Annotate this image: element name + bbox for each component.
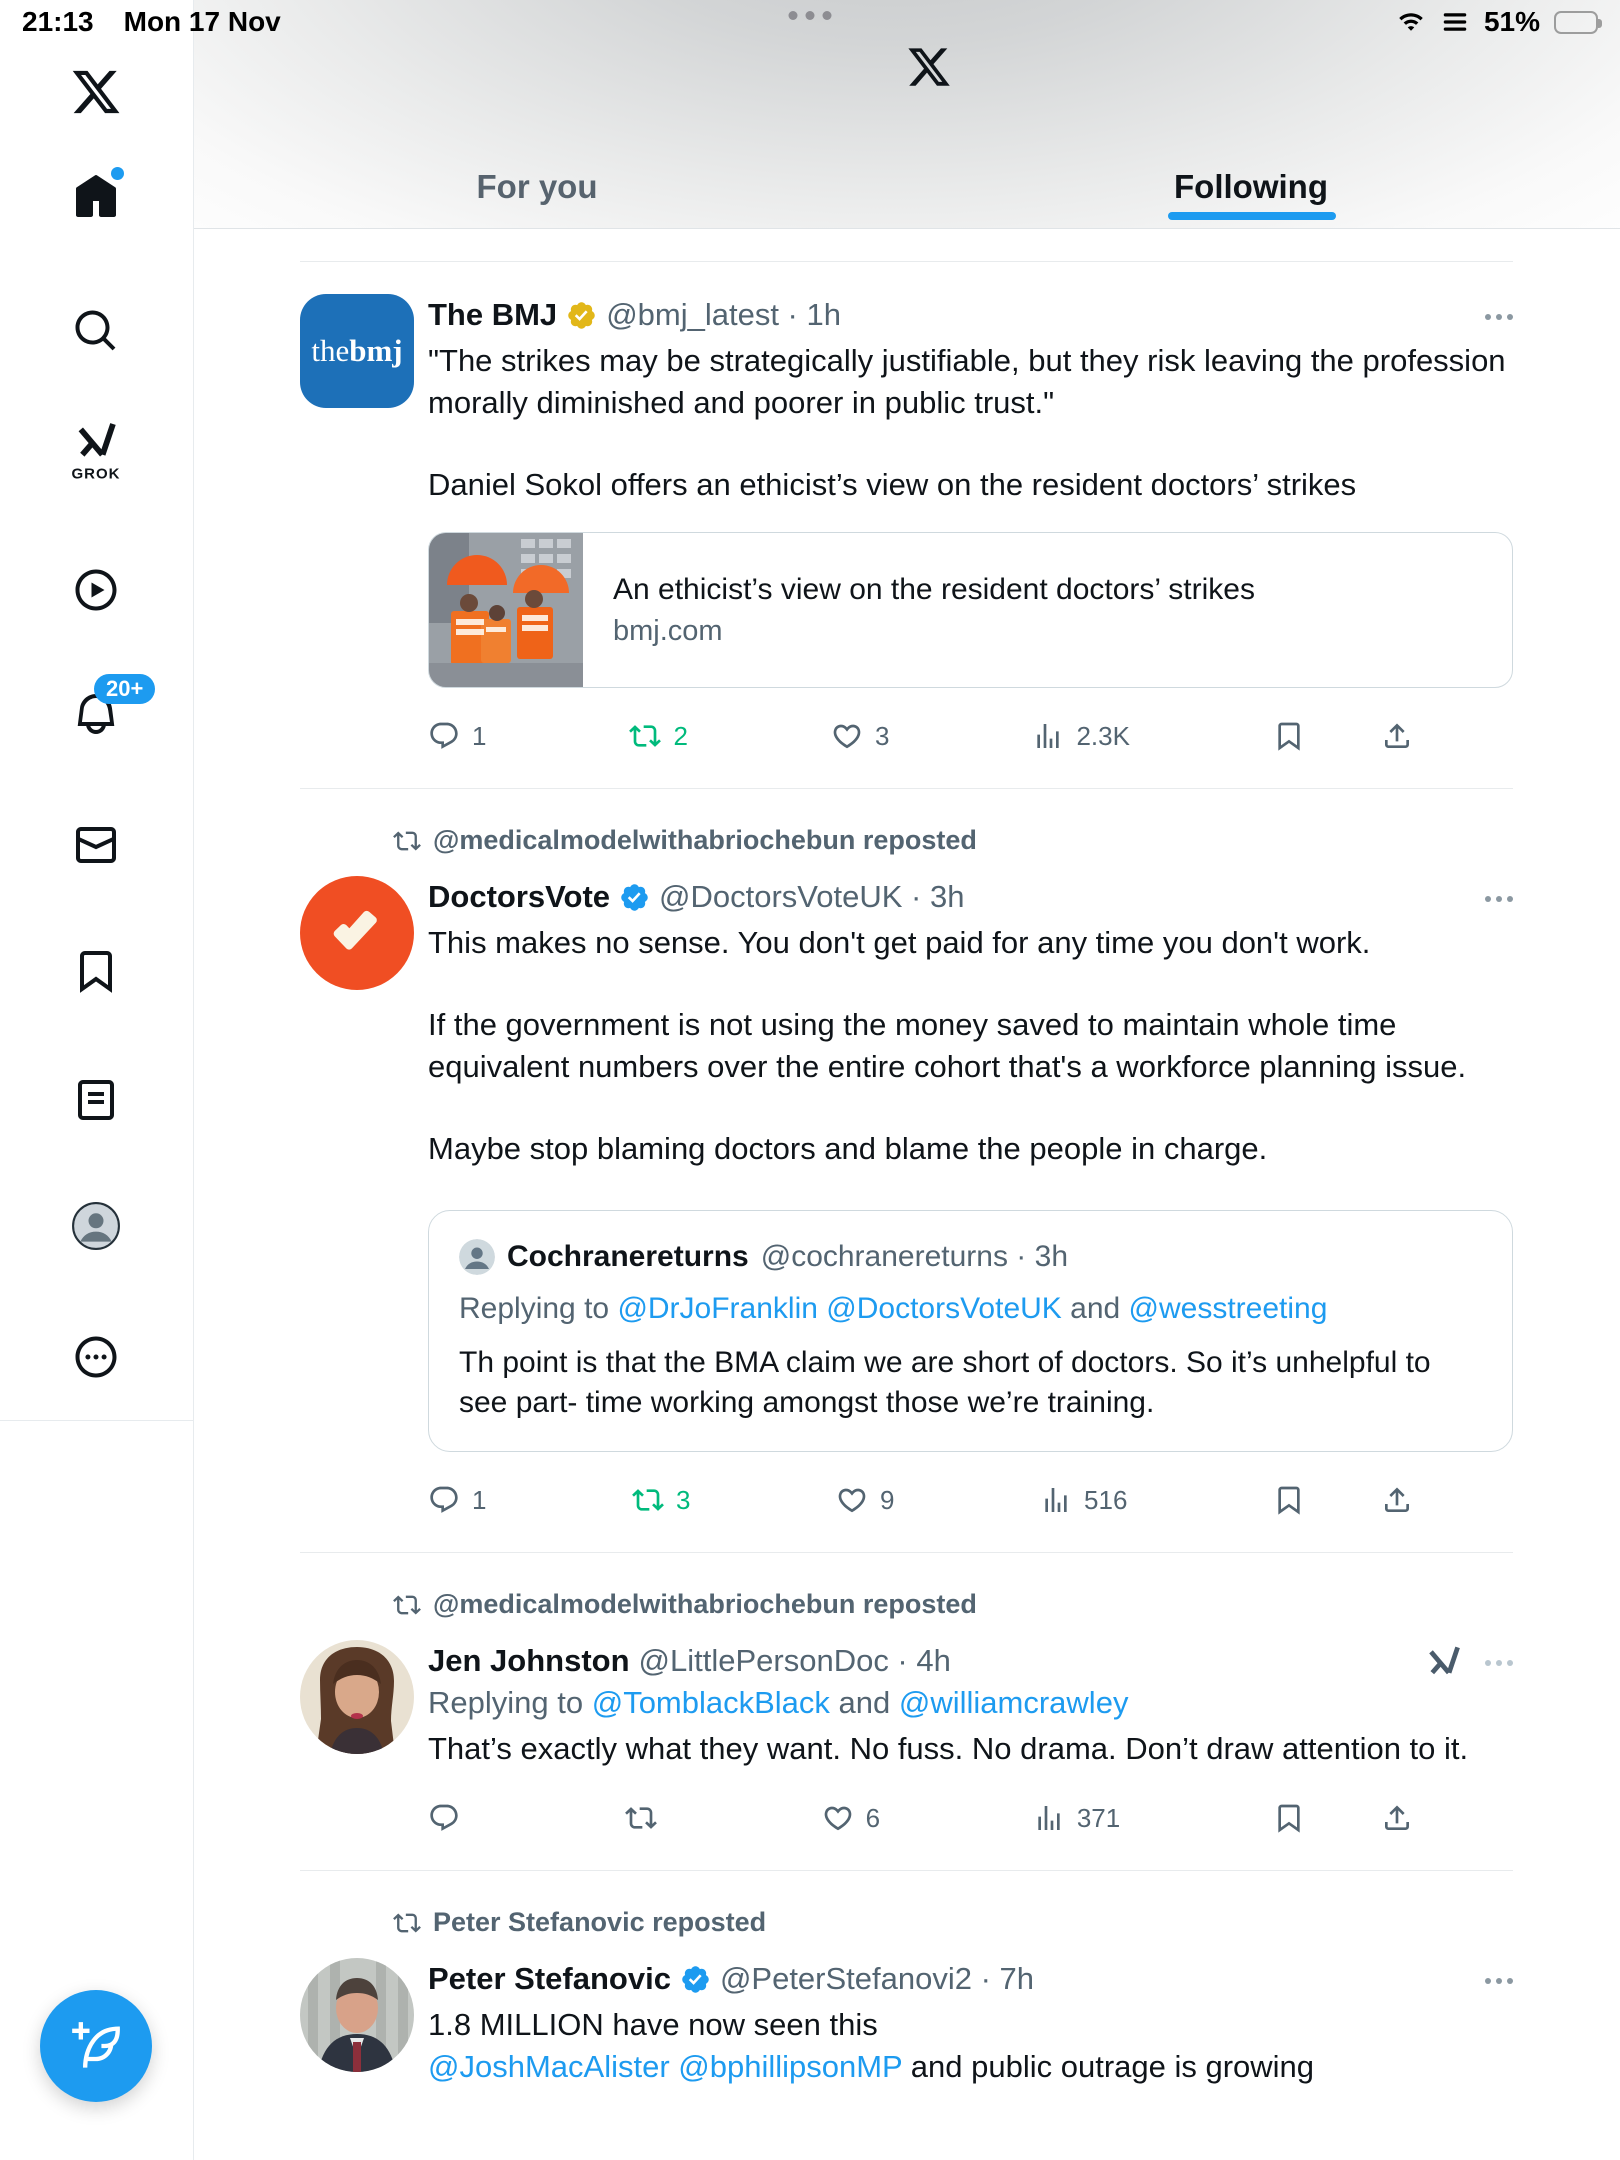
- author-name[interactable]: DoctorsVote: [428, 879, 611, 914]
- author-handle-time[interactable]: @bmj_latest · 1h: [606, 297, 841, 332]
- home-unread-dot: [111, 167, 124, 180]
- avatar[interactable]: [300, 1640, 414, 1754]
- multitask-handle[interactable]: [789, 11, 832, 20]
- sidebar-item-messages[interactable]: [72, 821, 120, 869]
- like-button[interactable]: 6: [822, 1802, 880, 1834]
- battery-icon: [1554, 11, 1598, 34]
- mention-link[interactable]: @DrJoFranklin: [617, 1292, 827, 1325]
- active-tab-underline: [1168, 212, 1336, 220]
- views-button[interactable]: 2.3K: [1032, 720, 1130, 752]
- tweet-text: "The strikes may be strategically justifiable, but they risk leaving the profession morally diminished and poorer in public trust." Daniel Sokol offers an ethicist’s view on the resident doctors’ strikes: [428, 343, 1506, 502]
- mention-link[interactable]: @wesstreeting: [1128, 1292, 1328, 1325]
- engagement-bar: [428, 718, 1513, 754]
- sidebar-item-search[interactable]: [72, 307, 120, 355]
- mention-link[interactable]: @bphillipsonMP: [678, 2049, 911, 2084]
- tweet-peter-stefanovic[interactable]: [194, 1871, 1620, 2122]
- author-handle-time[interactable]: @DoctorsVoteUK · 3h: [659, 879, 965, 914]
- quote-replying-line: Replying to @DrJoFranklin @DoctorsVoteUK and @wesstreeting: [459, 1292, 1328, 1325]
- repost-button[interactable]: [625, 1802, 669, 1834]
- repost-context[interactable]: Peter Stefanovic reposted: [393, 1907, 1513, 1938]
- bookmark-button[interactable]: [1273, 1484, 1305, 1516]
- avatar[interactable]: [300, 1958, 414, 2072]
- x-logo: [70, 66, 122, 118]
- avatar[interactable]: [300, 876, 414, 990]
- repost-icon: [393, 1909, 421, 1937]
- sidebar-item-bookmarks[interactable]: [72, 947, 120, 995]
- mention-link[interactable]: @DoctorsVoteUK: [826, 1292, 1071, 1325]
- repost-context[interactable]: @medicalmodelwithabriochebun reposted: [393, 1589, 1513, 1620]
- sidebar-item-video[interactable]: [72, 566, 120, 614]
- blue-verified-icon: [680, 1964, 711, 1995]
- mention-link[interactable]: @TomblackBlack: [591, 1685, 839, 1720]
- notifications-badge: 20+: [94, 674, 155, 704]
- share-button[interactable]: [1381, 720, 1413, 752]
- author-handle-time[interactable]: @PeterStefanovi2 · 7h: [719, 1961, 1035, 1996]
- repost-button[interactable]: 2: [629, 720, 687, 752]
- status-time: 21:13: [22, 6, 94, 37]
- repost-icon: [393, 827, 421, 855]
- link-card-bmj[interactable]: [428, 532, 1513, 688]
- bookmark-button[interactable]: [1273, 1802, 1305, 1834]
- repost-context[interactable]: @medicalmodelwithabriochebun reposted: [393, 825, 1513, 856]
- card-title: An ethicist’s view on the resident doctors’ strikes: [613, 572, 1255, 606]
- tab-following[interactable]: Following: [1174, 168, 1328, 205]
- sidebar-divider: [0, 1420, 193, 1421]
- grok-icon: [73, 418, 119, 464]
- share-button[interactable]: [1381, 1484, 1413, 1516]
- sidebar-item-grok[interactable]: [72, 418, 121, 483]
- repost-icon: [393, 1591, 421, 1619]
- sidebar-item-lists[interactable]: [72, 1076, 120, 1124]
- tweet-doctorsvote[interactable]: [194, 789, 1620, 1552]
- reply-button[interactable]: 1: [428, 720, 486, 752]
- card-domain: bmj.com: [613, 614, 723, 647]
- author-handle-time[interactable]: @LittlePersonDoc · 4h: [638, 1643, 951, 1678]
- sidebar-item-notifications[interactable]: [72, 676, 144, 738]
- replying-line: Replying to @TomblackBlack and @williamcrawley: [428, 1685, 1129, 1720]
- grok-label: GROK: [71, 465, 121, 483]
- blue-verified-icon: [619, 882, 650, 913]
- views-button[interactable]: 516: [1040, 1484, 1127, 1516]
- tweet-text: This makes no sense. You don't get paid for any time you don't work. If the government is not using the money saved to maintain whole time equivalent numbers over the entire cohort that's a workforce planning issue. Maybe stop blaming doctors and blame the people in charge.: [428, 925, 1467, 1166]
- author-name[interactable]: Jen Johnston: [428, 1643, 630, 1678]
- status-bar: [0, 0, 1620, 44]
- tweet-text: 1.8 MILLION have now seen this @JoshMacAlister @bphillipsonMP and public outrage is growing: [428, 2007, 1315, 2084]
- engagement-bar: [428, 1482, 1513, 1518]
- compose-feather-icon: [70, 2020, 122, 2072]
- like-button[interactable]: 9: [836, 1484, 894, 1516]
- quote-author-handle-time: @cochranereturns · 3h: [760, 1240, 1068, 1273]
- sidebar-item-home[interactable]: [72, 173, 120, 221]
- bookmark-button[interactable]: [1273, 720, 1305, 752]
- compose-button[interactable]: [40, 1990, 152, 2102]
- sidebar-item-more[interactable]: [72, 1333, 120, 1381]
- status-date: Mon 17 Nov: [123, 6, 281, 37]
- author-name[interactable]: Peter Stefanovic: [428, 1961, 671, 1996]
- battery-percent: 51%: [1483, 6, 1540, 37]
- like-button[interactable]: 3: [831, 720, 889, 752]
- x-header-logo: [906, 44, 952, 90]
- list-icon: [1440, 7, 1470, 37]
- engagement-bar: [428, 1800, 1513, 1836]
- grok-actions-icon[interactable]: [1425, 1642, 1463, 1680]
- more-icon[interactable]: [1485, 1656, 1513, 1666]
- repost-button[interactable]: 3: [632, 1484, 690, 1516]
- feed-tabs: [194, 158, 1620, 228]
- card-image: [429, 533, 583, 687]
- reply-button[interactable]: [428, 1802, 472, 1834]
- tweet-text: That’s exactly what they want. No fuss. No drama. Don’t draw attention to it.: [428, 1731, 1469, 1766]
- quote-avatar: [459, 1239, 495, 1275]
- more-icon[interactable]: [1485, 310, 1513, 320]
- share-button[interactable]: [1381, 1802, 1413, 1834]
- mention-link[interactable]: @williamcrawley: [898, 1685, 1129, 1720]
- avatar[interactable]: thebmj: [300, 294, 414, 408]
- tab-for-you[interactable]: For you: [476, 168, 598, 205]
- tweet-bmj[interactable]: [194, 262, 1620, 788]
- quoted-tweet[interactable]: [428, 1210, 1513, 1452]
- more-icon[interactable]: [1485, 1974, 1513, 1984]
- wifi-icon: [1396, 7, 1426, 37]
- quote-author-name: Cochranereturns: [507, 1240, 749, 1273]
- sidebar-nav: [0, 0, 194, 2160]
- mention-link[interactable]: @JoshMacAlister: [428, 2049, 679, 2084]
- tweet-jen-johnston[interactable]: [194, 1553, 1620, 1870]
- reply-button[interactable]: 1: [428, 1484, 486, 1516]
- gold-verified-icon: [566, 300, 597, 331]
- home-timeline: [194, 0, 1620, 2122]
- more-icon[interactable]: [1485, 892, 1513, 902]
- quote-text: Th point is that the BMA claim we are short of doctors. So it’s unhelpful to see part- time working amongst those we’re training.: [459, 1346, 1431, 1419]
- sidebar-item-profile[interactable]: [71, 1201, 121, 1251]
- author-name[interactable]: The BMJ: [428, 297, 558, 332]
- views-button[interactable]: 371: [1033, 1802, 1120, 1834]
